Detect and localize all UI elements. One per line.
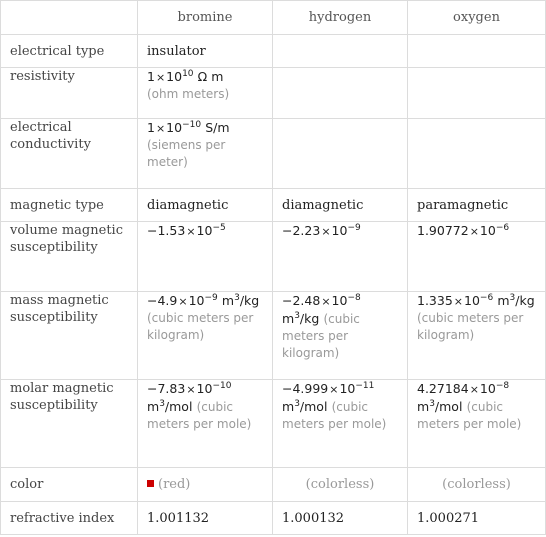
row-label: electrical type bbox=[1, 35, 138, 68]
cell-hydrogen bbox=[273, 380, 408, 468]
cell-oxygen-empty bbox=[408, 35, 546, 68]
cell-bromine: diamagnetic bbox=[138, 189, 273, 222]
cell-hydrogen: 1.000132 bbox=[273, 502, 408, 535]
cell-bromine bbox=[138, 380, 273, 468]
unit-description: (ohm meters) bbox=[147, 87, 230, 101]
corner-cell bbox=[1, 1, 138, 35]
color-swatch bbox=[147, 480, 154, 487]
value: $1.90772\times 10^{-6}$ bbox=[417, 223, 510, 238]
cell-hydrogen: diamagnetic bbox=[273, 189, 408, 222]
value: $-2.48\times 10^{-8}$ bbox=[282, 293, 361, 308]
table-row bbox=[1, 119, 546, 189]
unit-description: (cubic meters per kilogram) bbox=[417, 311, 524, 342]
row-label: color bbox=[1, 468, 138, 502]
header-row bbox=[1, 1, 546, 35]
value: $1\times 10^{10}$ bbox=[147, 69, 194, 84]
value: $-4.9\times 10^{-9}$ bbox=[147, 293, 218, 308]
value: $4.27184\times 10^{-8}$ bbox=[417, 381, 510, 396]
cell-hydrogen bbox=[273, 468, 408, 502]
cell-bromine: 1.001132 bbox=[138, 502, 273, 535]
unit: S/m bbox=[205, 120, 230, 135]
cell-oxygen: 1.000271 bbox=[408, 502, 546, 535]
value: $-4.999\times 10^{-11}$ bbox=[282, 381, 375, 396]
table-row bbox=[1, 189, 546, 222]
row-label: electrical conductivity bbox=[1, 119, 138, 189]
color-name: (red) bbox=[158, 477, 191, 492]
cell-oxygen: paramagnetic bbox=[408, 189, 546, 222]
table-row bbox=[1, 68, 546, 119]
cell-oxygen bbox=[408, 222, 546, 292]
table-row bbox=[1, 502, 546, 535]
value: $-2.23\times 10^{-9}$ bbox=[282, 223, 361, 238]
cell-hydrogen bbox=[273, 292, 408, 380]
cell-hydrogen-empty bbox=[273, 68, 408, 119]
cell-oxygen-empty bbox=[408, 119, 546, 189]
cell-oxygen bbox=[408, 380, 546, 468]
unit-description: (cubic meters per mole) bbox=[417, 400, 522, 431]
value: $-7.83\times 10^{-10}$ bbox=[147, 381, 232, 396]
cell-bromine bbox=[138, 222, 273, 292]
table-row bbox=[1, 380, 546, 468]
color-name: (colorless) bbox=[305, 477, 375, 492]
unit-description: (cubic meters per mole) bbox=[147, 400, 252, 431]
table-row bbox=[1, 292, 546, 380]
cell-bromine bbox=[138, 119, 273, 189]
table-row bbox=[1, 222, 546, 292]
column-header-oxygen: oxygen bbox=[408, 1, 546, 35]
cell-hydrogen-empty bbox=[273, 119, 408, 189]
unit: Ω m bbox=[197, 69, 224, 84]
cell-hydrogen-empty bbox=[273, 35, 408, 68]
unit-description: (siemens per meter) bbox=[147, 138, 226, 169]
color-name: (colorless) bbox=[442, 477, 511, 492]
unit: $m^3$/mol bbox=[282, 399, 328, 414]
unit: $m^3$/mol bbox=[147, 399, 193, 414]
row-label: resistivity bbox=[1, 68, 138, 119]
row-label: magnetic type bbox=[1, 189, 138, 222]
unit-description: (cubic meters per kilogram) bbox=[147, 311, 254, 342]
cell-bromine bbox=[138, 292, 273, 380]
value: $1\times 10^{-10}$ bbox=[147, 120, 202, 135]
cell-bromine bbox=[138, 68, 273, 119]
column-header-hydrogen: hydrogen bbox=[273, 1, 408, 35]
cell-oxygen bbox=[408, 292, 546, 380]
column-header-bromine: bromine bbox=[138, 1, 273, 35]
row-label: refractive index bbox=[1, 502, 138, 535]
row-label: volume magnetic susceptibility bbox=[1, 222, 138, 292]
cell-oxygen-empty bbox=[408, 68, 546, 119]
unit: $m^3$/mol bbox=[417, 399, 463, 414]
unit: $m^3/kg$ bbox=[282, 311, 320, 326]
value: $-1.53\times 10^{-5}$ bbox=[147, 223, 226, 238]
cell-hydrogen bbox=[273, 222, 408, 292]
row-label: mass magnetic susceptibility bbox=[1, 292, 138, 380]
table-row bbox=[1, 35, 546, 68]
cell-bromine bbox=[138, 468, 273, 502]
cell-bromine: insulator bbox=[138, 35, 273, 68]
unit: $m^3/kg$ bbox=[221, 293, 260, 308]
unit: $m^3/kg$ bbox=[497, 293, 535, 308]
table-row bbox=[1, 468, 546, 502]
unit-description: (cubic meters per kilogram) bbox=[282, 312, 360, 360]
value: $1.335\times 10^{-6}$ bbox=[417, 293, 494, 308]
row-label: molar magnetic susceptibility bbox=[1, 380, 138, 468]
cell-oxygen bbox=[408, 468, 546, 502]
unit-description: (cubic meters per mole) bbox=[282, 400, 387, 431]
